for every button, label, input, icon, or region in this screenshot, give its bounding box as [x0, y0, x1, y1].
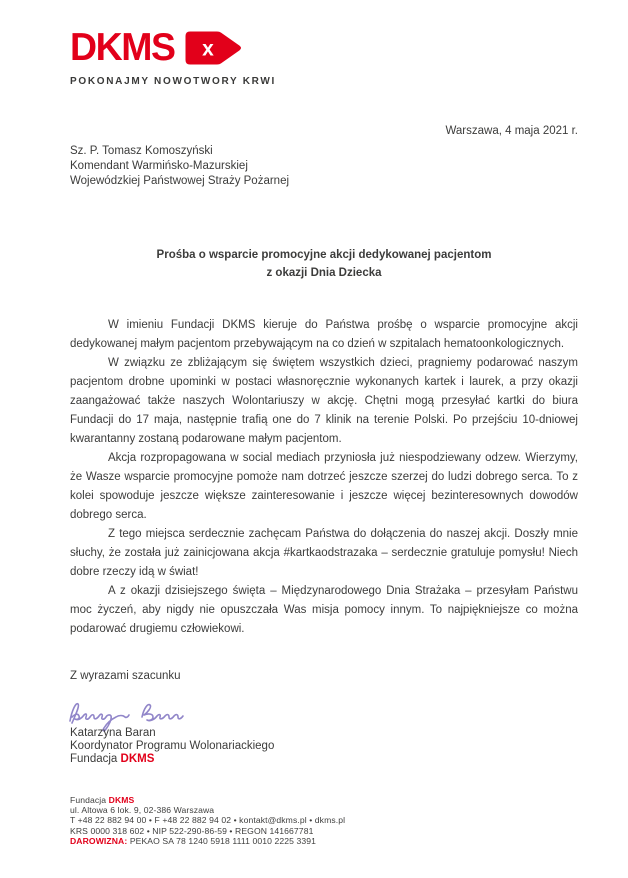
dkms-arrow-x-letter: x: [202, 37, 214, 60]
dkms-arrow-icon: [184, 30, 242, 66]
footer-donation-label: DAROWIZNA:: [70, 835, 128, 846]
subject-heading: [70, 247, 578, 282]
letter-body: [70, 316, 578, 639]
footer-org-brand: DKMS: [108, 795, 135, 805]
paragraph-1: W imieniu Fundacji DKMS kieruje do Państwa prośbę o wsparcie promocyjne akcji dedykowanej małym pacjentom przebywającym na co dzień w szpitalach hematoonkologicznych.: [70, 319, 578, 350]
recipient-line-3: Wojewódzkiej Państwowej Straży Pożarnej: [70, 175, 290, 188]
subject-line-2: z okazji Dnia Dziecka: [266, 266, 382, 279]
footer-contact: T +48 22 882 94 00 • F +48 22 882 94 02 • kontakt@dkms.pl • dkms.pl: [70, 815, 346, 826]
dkms-logo: [70, 28, 276, 87]
footer-org-line: [70, 795, 345, 805]
signer-name: Katarzyna Baran: [70, 727, 156, 739]
footer-registry: KRS 0000 318 602 • NIP 522-290-86-59 • REGON 141667781: [70, 825, 314, 836]
signer-block: [70, 727, 274, 765]
paragraph-3: Akcja rozpropagowana w social mediach przyniosła już niespodziewany odzew. Wierzymy, że Wasze wsparcie promocyjne pomoże nam dotrzeć jeszcze szerzej do ludzi dobrego serca. To z kolei spowoduje jeszcze większe zainteresowanie i jeszcze więcej bezinteresownych dowodów dobrego serca.: [70, 452, 578, 521]
paragraph-4: Z tego miejsca serdecznie zachęcam Państwa do dołączenia do naszej akcji. Doszły mnie słuchy, że została już zainicjowana akcja #kartkaodstrazaka – serdecznie gratuluje pomysłu! Niech dobre rzeczy idą w świat!: [70, 528, 578, 578]
recipient-line-1: Sz. P. Tomasz Komoszyński: [70, 145, 213, 157]
footer-donation-value: PEKAO SA 78 1240 5918 1111 0010 2225 3391: [127, 835, 316, 846]
letter-date: Warszawa, 4 maja 2021 r.: [445, 125, 578, 137]
signer-title: Koordynator Programu Wolonariackiego: [70, 739, 275, 752]
footer-org-prefix: Fundacja: [70, 795, 109, 805]
footer-donation-line: [70, 836, 345, 846]
paragraph-5: A z okazji dzisiejszego święta – Międzynarodowego Dnia Strażaka – przesyłam Państwu moc życzeń, aby nigdy nie opuszczała Was misja pomocy innym. To najpiękniejsze co można podarować drugiemu człowiekowi.: [70, 585, 578, 635]
signer-org-prefix: Fundacja: [70, 752, 121, 765]
subject-line-1: Prośba o wsparcie promocyjne akcji dedykowanej pacjentom: [156, 249, 492, 261]
recipient-line-2: Komendant Warmińsko-Mazurskiej: [70, 160, 248, 173]
recipient-block: [70, 144, 289, 190]
footer-address: ul. Altowa 6 lok. 9, 02-386 Warszawa: [70, 805, 215, 816]
signer-org: [70, 753, 274, 766]
closing-salutation: Z wyrazami szacunku: [70, 670, 181, 682]
signer-org-brand: DKMS: [120, 752, 155, 765]
dkms-logo-wordmark: DKMS: [70, 26, 175, 69]
logo-tagline: POKONAJMY NOWOTWORY KRWI: [70, 76, 276, 87]
paragraph-2: W związku ze zbliżającym się świętem wszystkich dzieci, pragniemy podarować naszym pacjentom drobne upominki w postaci własnoręcznie wykonanych kartek i laurek, a przy okazji zaangażować także naszych Wolontariuszy w akcję. Chętni mogą przesyłać kartki do biura Fundacji do 17 maja, następnie trafią one do 7 klinik na terenie Polski. Po przejściu 10-dniowej kwarantanny zostaną podarowane małym pacjentom.: [70, 357, 578, 445]
letterhead-footer: [70, 795, 345, 846]
